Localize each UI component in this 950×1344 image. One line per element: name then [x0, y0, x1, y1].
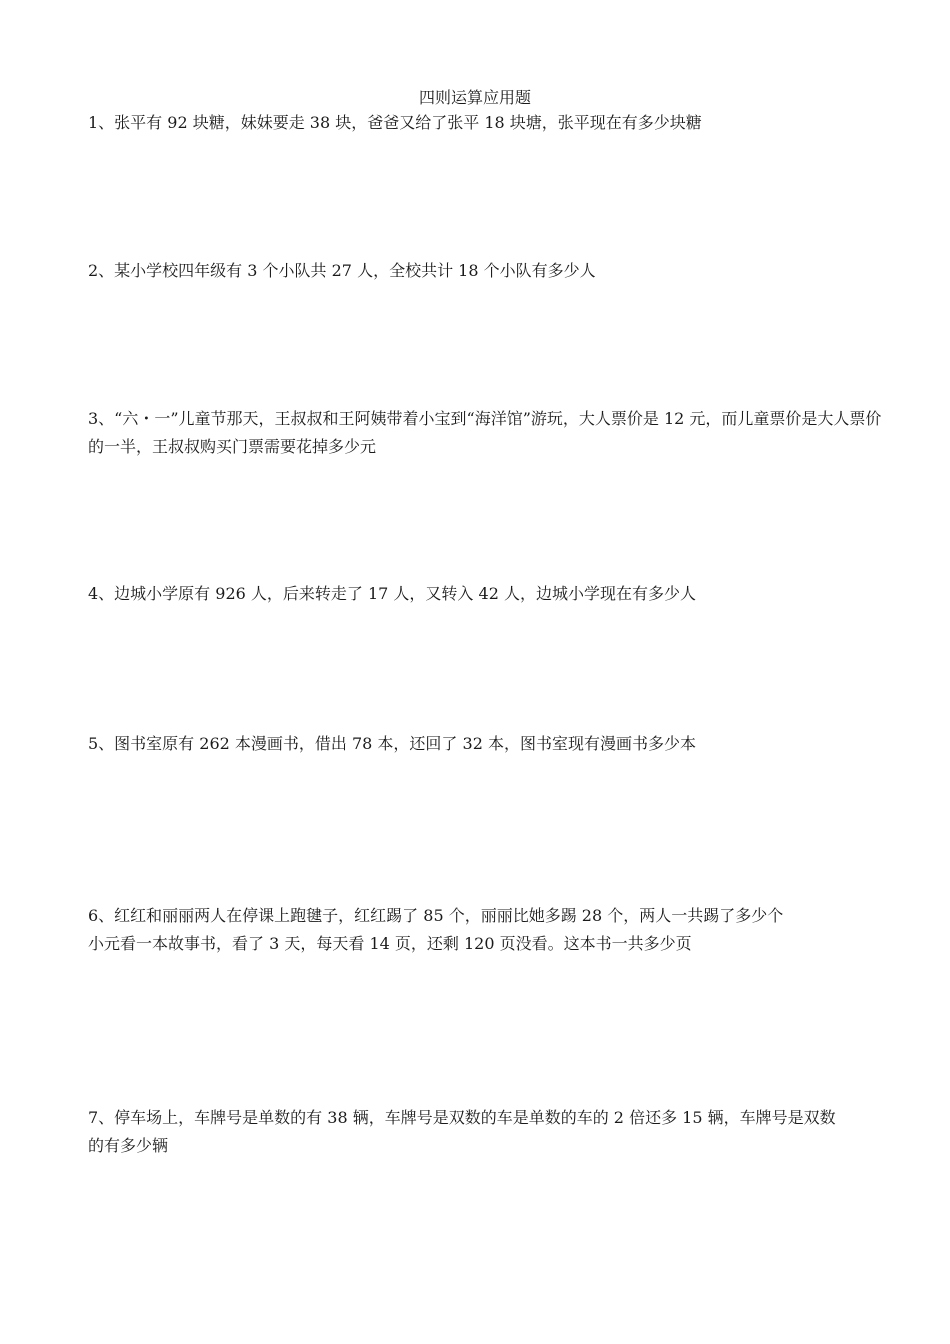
document-title: 四则运算应用题: [418, 88, 531, 107]
question-6-line-2: 小元看一本故事书，看了 3 天，每天看 14 页，还剩 120 页没看。这本书一共多少页: [88, 934, 692, 953]
question-4-line-1: 4、边城小学原有 926 人，后来转走了 17 人，又转入 42 人，边城小学现在有多少人: [88, 584, 696, 603]
question-2: [88, 257, 908, 285]
question-7: [88, 1104, 908, 1160]
question-3: [88, 405, 908, 461]
question-6: [88, 902, 908, 958]
question-7-line-2: 的有多少辆: [88, 1136, 169, 1155]
question-5-line-1: 5、图书室原有 262 本漫画书，借出 78 本，还回了 32 本，图书室现有漫画书多少本: [88, 734, 696, 753]
question-7-line-1: 7、停车场上，车牌号是单数的有 38 辆，车牌号是双数的车是单数的车的 2 倍还多 15 辆，车牌号是双数: [88, 1108, 836, 1127]
question-2-line-1: 2、某小学校四年级有 3 个小队共 27 人，全校共计 18 个小队有多少人: [88, 261, 596, 280]
question-1-line-1: 1、张平有 92 块糖，妹妹要走 38 块，爸爸又给了张平 18 块塘，张平现在有多少块糖: [88, 113, 702, 132]
question-1: [88, 109, 908, 137]
question-3-line-2: 的一半，王叔叔购买门票需要花掉多少元: [88, 437, 377, 456]
question-3-line-1: 3、“六・一”儿童节那天，王叔叔和王阿姨带着小宝到“海洋馆”游玩，大人票价是 12 元，而儿童票价是大人票价: [88, 409, 882, 428]
question-4: [88, 580, 908, 608]
question-5: [88, 730, 908, 758]
question-6-line-1: 6、红红和丽丽两人在停课上跑毽子，红红踢了 85 个，丽丽比她多踢 28 个，两人一共踢了多少个: [88, 906, 784, 925]
